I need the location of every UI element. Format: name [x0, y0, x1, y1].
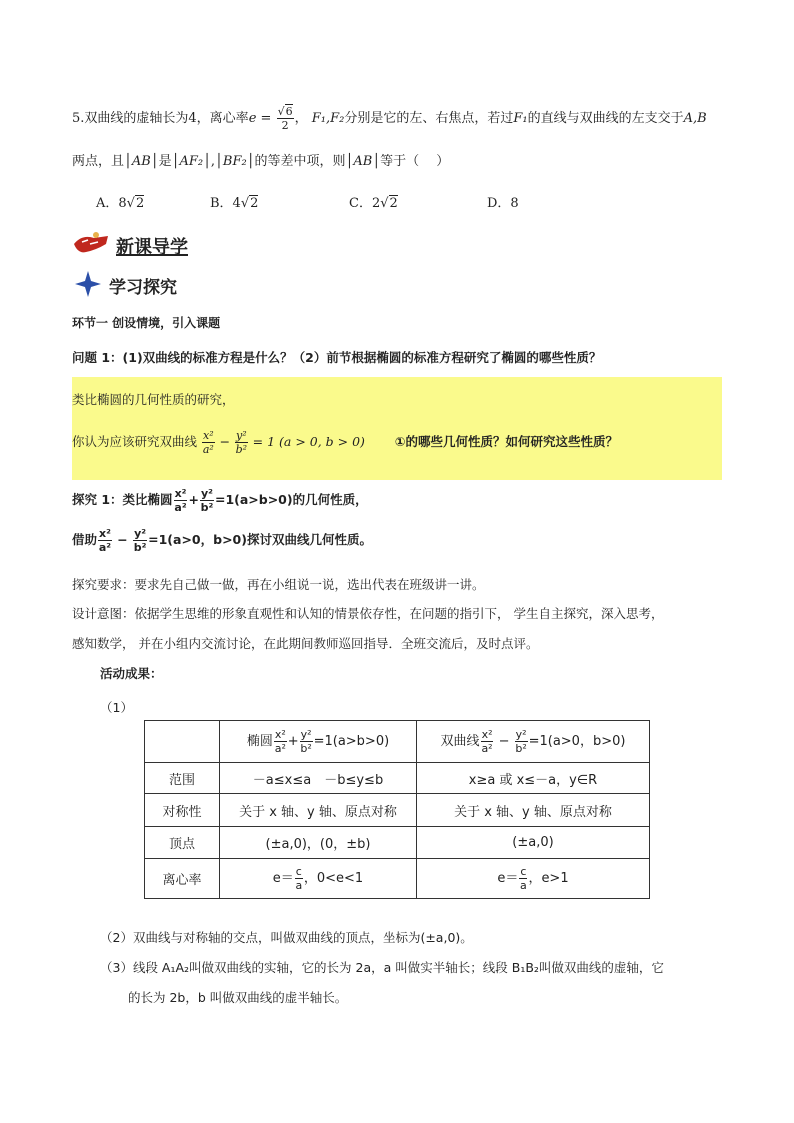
comparison-table: [144, 720, 650, 899]
table-corner-cell: [145, 721, 220, 763]
note-3-line2: 的长为 2b，b 叫做双曲线的虚半轴长。: [128, 990, 348, 1005]
ellipse-value: 关于 x 轴、y 轴、原点对称: [220, 794, 417, 827]
q5-line2: 两点，且│AB│是│AF₂│,│BF₂│的等差中项，则│AB│等于（ ）: [72, 154, 450, 169]
explore-requirement: 探究要求：要求先自己做一做，再在小组说一说，选出代表在班级讲一讲。: [72, 577, 485, 592]
q5-line1: 5.双曲线的虚轴长为4，离心率e = $\frac{√6}{2}$ ， F₁,F₂分别是它的左、右焦点，若过F₁的直线与双曲线的左支交于A,B: [72, 105, 707, 132]
ellipse-value: (±a,0)，(0，±b): [220, 827, 417, 859]
item-1-label: （1）: [100, 700, 133, 715]
row-name: 对称性: [145, 794, 220, 827]
new-lesson-heading: 新课导学: [116, 237, 188, 258]
q5-option-b: B．4√2: [210, 196, 259, 211]
q5-option-a: A．8√2: [96, 196, 145, 211]
design-intent-line1: 设计意图：依据学生思维的形象直观性和认知的情景依存性，在问题的指引下， 学生自主探究，深入思考，: [72, 606, 664, 621]
hyperbola-value: (±a,0): [417, 827, 650, 859]
new-lesson-logo-icon: [72, 230, 110, 256]
hyperbola-value: x≥a 或 x≤－a，y∈R: [417, 763, 650, 794]
study-heading: 学习探究: [109, 278, 177, 298]
q5-option-c: C．2√2: [349, 196, 398, 211]
table-head-hyperbola: 双曲线 $\frac{\text{x²}}{\text{a²}}$ − $\frac{\text{y²}}{\text{b²}}$ =1(a>0，b>0): [417, 721, 650, 763]
row-name: 离心率: [145, 859, 220, 899]
four-point-star-icon: [75, 271, 101, 297]
note-2: （2）双曲线与对称轴的交点，叫做双曲线的顶点，坐标为(±a,0)。: [100, 930, 473, 945]
explore-title: 探究 1：类比椭圆 $\frac{\text{x²}}{\text{a²}}$ + $\frac{\text{y²}}{\text{b²}}$ =1(a>b>0)的几何性质，: [72, 487, 368, 514]
explore-line2: 借助 $\frac{\text{x²}}{\text{a²}}$ − $\frac{\text{y²}}{\text{b²}}$ =1(a>0，b>0)探讨双曲线几何性质。: [72, 527, 372, 554]
table-head-ellipse: 椭圆 $\frac{\text{x²}}{\text{a²}}$ + $\frac{\text{y²}}{\text{b²}}$ =1(a>b>0): [220, 721, 417, 763]
table-row: [145, 794, 650, 827]
design-intent-line2: 感知数学， 并在小组内交流讨论，在此期间教师巡回指导．全班交流后，及时点评。: [72, 636, 539, 651]
hyperbola-value: e＝ $\frac{c}{a}$ ，e>1: [417, 859, 650, 899]
ellipse-value: －a≤x≤a －b≤y≤b: [220, 763, 417, 794]
link1-heading: 环节一 创设情境，引入课题: [72, 316, 221, 330]
row-name: 顶点: [145, 827, 220, 859]
table-row: [145, 763, 650, 794]
eccentricity-fraction: $\frac{√6}{2}$: [277, 105, 293, 132]
row-name: 范围: [145, 763, 220, 794]
table-row: [145, 827, 650, 859]
note-3-line1: （3）线段 A₁A₂叫做双曲线的实轴，它的长为 2a，a 叫做实半轴长；线段 B₁B₂叫做双曲线的虚轴，它: [100, 960, 664, 975]
problem1: 问题 1：(1)双曲线的标准方程是什么？（2）前节根据椭圆的标准方程研究了椭圆的哪些性质？: [72, 350, 602, 365]
highlight-line2: 你认为应该研究双曲线 $\frac{\text{x²}}{\text{a²}}$ − $\frac{\text{y²}}{\text{b²}}$ = 1 (a > 0, b > 0) ①的哪些几何性质？如何研究这些性质？: [72, 429, 618, 456]
hyperbola-value: 关于 x 轴、y 轴、原点对称: [417, 794, 650, 827]
ellipse-value: e＝ $\frac{c}{a}$ ，0<e<1: [220, 859, 417, 899]
table-header-row: [145, 721, 650, 763]
q5-option-d: D．8: [487, 196, 519, 211]
table-row: [145, 859, 650, 899]
activity-result: 活动成果：: [100, 666, 163, 681]
highlight-line1: 类比椭圆的几何性质的研究，: [72, 392, 235, 407]
